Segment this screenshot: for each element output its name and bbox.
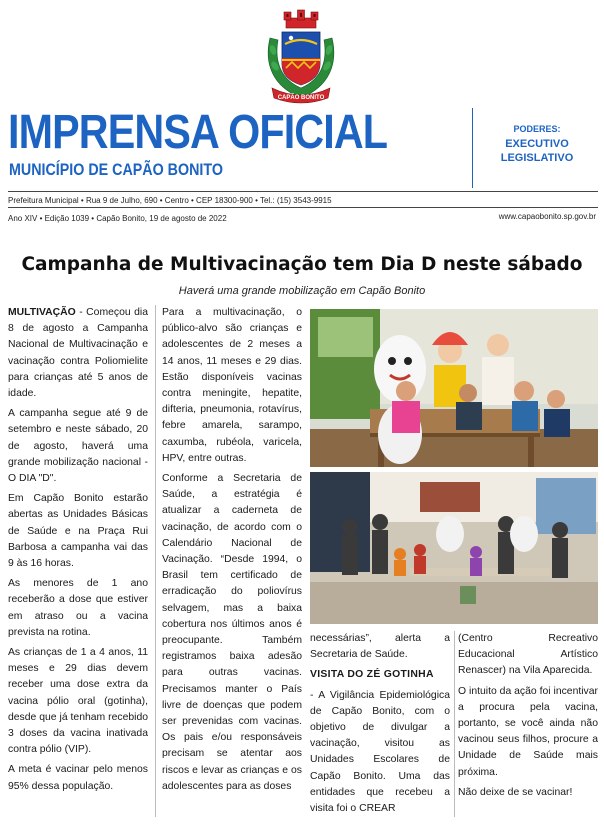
col3-paragraph-2: - A Vigilância Epidemiológica de Capão Bonito, com o objetivo de divulgar a vacinação, visitou as Unidades Escolares de Capão Bonito. Uma das entidades que recebeu a visita foi o CREAR — [310, 689, 450, 815]
col1-paragraph-4: As menores de 1 ano receberão a dose que estiver em atraso ou a vacina prevista na rotina. — [8, 578, 148, 638]
col2-paragraph-1: Para a multivacinação, o público-alvo são crianças e adolescentes de 2 meses a 14 anos, 11 meses e 29 dias. Estão disponíveis vacinas contra meningite, hepatite, difteria, pneumonia, rotavírus, febre amarela, sarampo, caxumba, rubéola, varicela, HPV, entre outras. — [162, 307, 302, 464]
header-rule-bottom — [8, 207, 598, 208]
article-column-2 — [162, 305, 302, 820]
photo-classroom-group — [310, 472, 598, 624]
col4-paragraph-3: Não deixe de se vacinar! — [458, 786, 573, 798]
article-subheadline: Haverá uma grande mobilização em Capão Bonito — [178, 285, 426, 297]
edition-line: Ano XIV • Edição 1039 • Capão Bonito, 19 de agosto de 2022 — [8, 214, 227, 223]
col1-paragraph-5: As crianças de 1 a 4 anos, 11 meses e 29 dias devem receber uma dose extra da vacina pólio oral (gotinha), desde que já tenham recebido 3 doses da vacina inativada contra pólio (VIP). — [8, 647, 148, 756]
powers-box — [478, 124, 596, 165]
masthead-subtitle: MUNICÍPIO DE CAPÃO BONITO — [9, 160, 223, 179]
lead-word: MULTIVAÇÃO — [8, 307, 76, 318]
column-divider — [454, 631, 455, 817]
photo-vaccination-mascot-children — [310, 309, 598, 467]
masthead-title: IMPRENSA OFICIAL — [8, 106, 388, 159]
article-column-1 — [8, 305, 148, 820]
powers-legislative: LEGISLATIVO — [500, 152, 574, 164]
website-link[interactable]: www.capaobonito.sp.gov.br — [498, 212, 596, 221]
column-divider — [155, 305, 156, 817]
address-line: Prefeitura Municipal • Rua 9 de Julho, 690 • Centro • CEP 18300-900 • Tel.: (15) 3543-9915 — [8, 196, 332, 205]
municipal-crest — [262, 8, 340, 108]
col1-paragraph-6: A meta é vacinar pelo menos 95% dessa população. — [8, 764, 148, 792]
article-column-3 — [310, 631, 450, 821]
col3-section-title: VISITA DO ZÉ GOTINHA — [310, 669, 434, 681]
col1-p1-text: - Começou dia 8 de agosto a Campanha Nacional de Multivacinação e vacinação contra Poliomielite para crianças até 5 anos de idade. — [8, 307, 148, 400]
col2-paragraph-2: Conforme a Secretaria de Saúde, a estratégia é atualizar a caderneta de vacinação, de acordo com o Calendário Nacional de Vacinação. “Desde 1994, o Brasil tem certificado de erradicação do poliovírus selvagem, mas a baixa cobertura nos últimos anos é preocupante. Também registramos baixa adesão para outras vacinas. Precisamos manter o País livre de doenças que podem ser prevenidas com vacinas. Os pais e/ou responsáveis precisam se atentar aos riscos e levar as crianças e os adolescentes para as doses — [162, 473, 302, 792]
header-rule-top — [8, 191, 598, 192]
col4-paragraph-1: (Centro Recreativo Educacional Artístico Renascer) na Vila Aparecida. — [458, 633, 598, 677]
col3-paragraph-1: necessárias”, alerta a Secretaria de Saúde. — [310, 633, 450, 661]
article-headline: Campanha de Multivacinação tem Dia D neste sábado — [21, 254, 583, 275]
powers-label: PODERES: — [513, 124, 561, 134]
col1-paragraph-3: Em Capão Bonito estarão abertas as Unidades Básicas de Saúde e na Praça Rui Barbosa a campanha vai das 9 às 16 horas. — [8, 493, 148, 570]
masthead-divider — [472, 108, 473, 188]
col1-paragraph-1 — [8, 305, 148, 402]
powers-executive: EXECUTIVO — [505, 138, 569, 150]
col1-paragraph-2: A campanha segue até 9 de setembro e neste sábado, 20 de agosto, haverá uma grande mobilização nacional - O DIA "D". — [8, 408, 148, 485]
article-column-4 — [458, 631, 598, 821]
crest-scroll-text: CAPÃO BONITO — [277, 95, 325, 101]
col4-paragraph-2: O intuito da ação foi incentivar a procura pela vacina, portanto, se você ainda não vacinou seus filhos, procure a Unidade de Saúde mais próxima. — [458, 685, 598, 778]
